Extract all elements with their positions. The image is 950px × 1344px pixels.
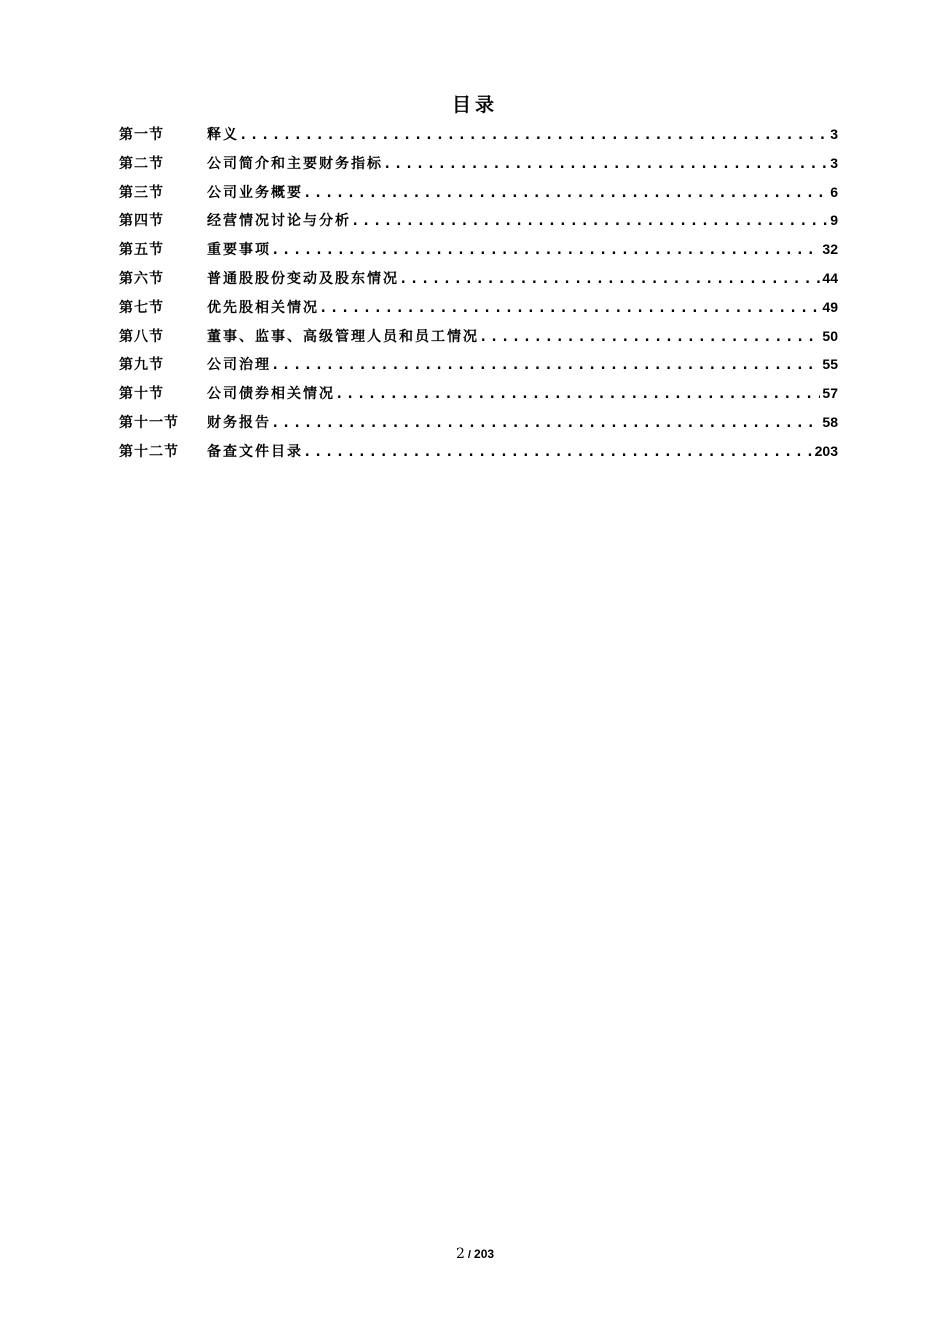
toc-section-number: 第十二节	[119, 443, 179, 460]
toc-page-number: 58	[822, 413, 838, 430]
toc-dot-leader	[335, 386, 820, 402]
toc-dot-leader	[479, 329, 820, 345]
toc-page-number: 55	[822, 356, 838, 373]
toc-page-number: 50	[822, 327, 838, 344]
toc-entry[interactable]	[119, 383, 838, 412]
toc-dot-leader	[399, 271, 820, 287]
toc-page-number: 49	[822, 298, 838, 315]
toc-section-number: 第八节	[119, 328, 164, 345]
toc-entry[interactable]	[119, 124, 838, 153]
toc-entry[interactable]	[119, 412, 838, 441]
toc-section-title: 公司治理	[207, 357, 271, 374]
toc-entry[interactable]	[119, 153, 838, 182]
toc-page-number: 32	[822, 241, 838, 258]
toc-section-number: 第六节	[119, 270, 164, 287]
toc-section-title: 董事、监事、高级管理人员和员工情况	[207, 328, 479, 345]
toc-section-number: 第四节	[119, 213, 164, 230]
toc-entry[interactable]	[119, 441, 838, 470]
toc-section-title: 经营情况讨论与分析	[207, 213, 351, 230]
toc-dot-leader	[303, 185, 828, 201]
toc-section-title: 优先股相关情况	[207, 299, 319, 316]
toc-page-number: 3	[830, 126, 838, 142]
toc-page-number: 44	[822, 269, 838, 286]
toc-section-title: 普通股股份变动及股东情况	[207, 270, 399, 287]
toc-dot-leader	[319, 300, 820, 316]
page-footer	[0, 1246, 950, 1262]
toc-page-number: 6	[830, 183, 838, 200]
current-page-number: 2	[455, 1246, 465, 1262]
toc-section-title: 备查文件目录	[207, 443, 303, 460]
toc-section-title: 公司债券相关情况	[207, 386, 335, 403]
toc-dot-leader	[271, 357, 820, 373]
page-title: 目录	[451, 94, 498, 116]
toc-section-number: 第十一节	[119, 414, 179, 431]
page-separator: /	[464, 1249, 475, 1261]
toc-entry[interactable]	[119, 239, 838, 268]
toc-section-title: 重要事项	[207, 242, 271, 259]
toc-page-number: 203	[814, 442, 838, 459]
toc-section-number: 第五节	[119, 242, 164, 259]
toc-entry[interactable]	[119, 210, 838, 239]
toc-page-number: 9	[830, 212, 838, 229]
toc-section-number: 第二节	[119, 155, 164, 172]
table-of-contents	[119, 124, 838, 470]
total-page-count: 203	[474, 1247, 495, 1261]
toc-section-number: 第三节	[119, 184, 164, 201]
toc-entry[interactable]	[119, 297, 838, 326]
toc-section-number: 第七节	[119, 299, 164, 316]
toc-dot-leader	[351, 213, 828, 229]
toc-dot-leader	[271, 415, 820, 431]
toc-entry[interactable]	[119, 182, 838, 211]
toc-dot-leader	[271, 242, 820, 258]
toc-entry[interactable]	[119, 326, 838, 355]
toc-section-number: 第一节	[119, 127, 164, 143]
toc-entry[interactable]	[119, 268, 838, 297]
toc-section-title: 公司简介和主要财务指标	[207, 155, 383, 172]
toc-section-title: 释义	[207, 127, 239, 143]
toc-dot-leader	[383, 156, 828, 172]
toc-section-number: 第九节	[119, 357, 164, 374]
toc-section-title: 财务报告	[207, 414, 271, 431]
toc-page-number: 3	[830, 154, 838, 171]
toc-section-number: 第十节	[119, 386, 164, 403]
toc-entry[interactable]	[119, 354, 838, 383]
toc-dot-leader	[303, 444, 813, 460]
toc-page-number: 57	[822, 385, 838, 402]
toc-section-title: 公司业务概要	[207, 184, 303, 201]
toc-dot-leader	[239, 127, 828, 143]
